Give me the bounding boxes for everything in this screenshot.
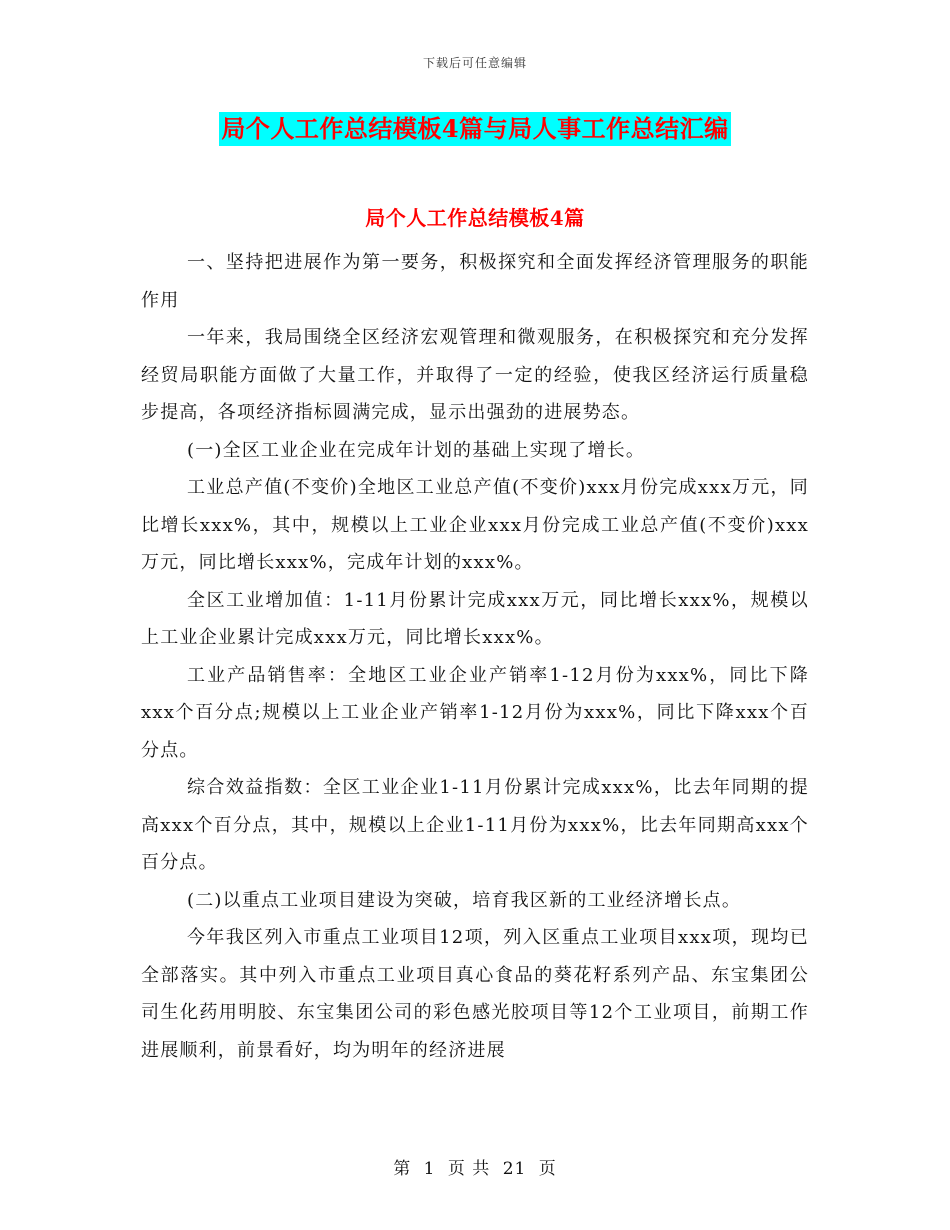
paragraph: 一年来，我局围绕全区经济宏观管理和微观服务，在积极探究和充分发挥经贸局职能方面做了大量工作，并取得了一定的经验，使我区经济运行质量稳步提高，各项经济指标圆满完成，显示出强劲的进展势态。 — [141, 327, 809, 423]
page-footer — [0, 1154, 950, 1179]
paragraph: (二)以重点工业项目建设为突破，培育我区新的工业经济增长点。 — [187, 889, 742, 911]
footer-suffix: 页 — [538, 1159, 557, 1179]
paragraph: 工业产品销售率：全地区工业企业产销率1-12月份为xxx%，同比下降xxx个百分点;规模以上工业企业产销率1-12月份为xxx%，同比下降xxx个百分点。 — [141, 664, 809, 761]
paragraph: 全区工业增加值：1-11月份累计完成xxx万元，同比增长xxx%，规模以上工业企业累计完成xxx万元，同比增长xxx%。 — [141, 589, 809, 648]
document-body — [141, 244, 809, 1069]
footer-prefix: 第 — [393, 1159, 412, 1179]
footer-middle: 页 共 — [447, 1159, 491, 1179]
section-title: 局个人工作总结模板4篇 — [365, 206, 585, 230]
paragraph: 综合效益指数：全区工业企业1-11月份累计完成xxx%，比去年同期的提高xxx个百分点，其中，规模以上企业1-11月份为xxx%，比去年同期高xxx个百分点。 — [141, 777, 809, 873]
main-title-container — [0, 112, 950, 146]
header-note: 下载后可任意编辑 — [422, 56, 527, 70]
paragraph: 今年我区列入市重点工业项目12项，列入区重点工业项目xxx项，现均已全部落实。其中列入市重点工业项目真心食品的葵花籽系列产品、东宝集团公司生化药用明胶、东宝集团公司的彩色感光胶项目等12个工业项目，前期工作进展顺利，前景看好，均为明年的经济进展 — [141, 927, 809, 1061]
paragraph: 一、坚持把进展作为第一要务，积极探究和全面发挥经济管理服务的职能作用 — [141, 252, 809, 311]
main-title: 局个人工作总结模板4篇与局人事工作总结汇编 — [219, 112, 730, 146]
paragraph: 工业总产值(不变价)全地区工业总产值(不变价)xxx月份完成xxx万元，同比增长xxx%，其中，规模以上工业企业xxx月份完成工业总产值(不变价)xxx万元，同比增长xxx%，完成年计划的xxx%。 — [141, 477, 809, 573]
footer-page-number: 1 — [423, 1159, 436, 1179]
paragraph: (一)全区工业企业在完成年计划的基础上实现了增长。 — [187, 439, 646, 461]
footer-total-pages: 21 — [502, 1159, 527, 1179]
